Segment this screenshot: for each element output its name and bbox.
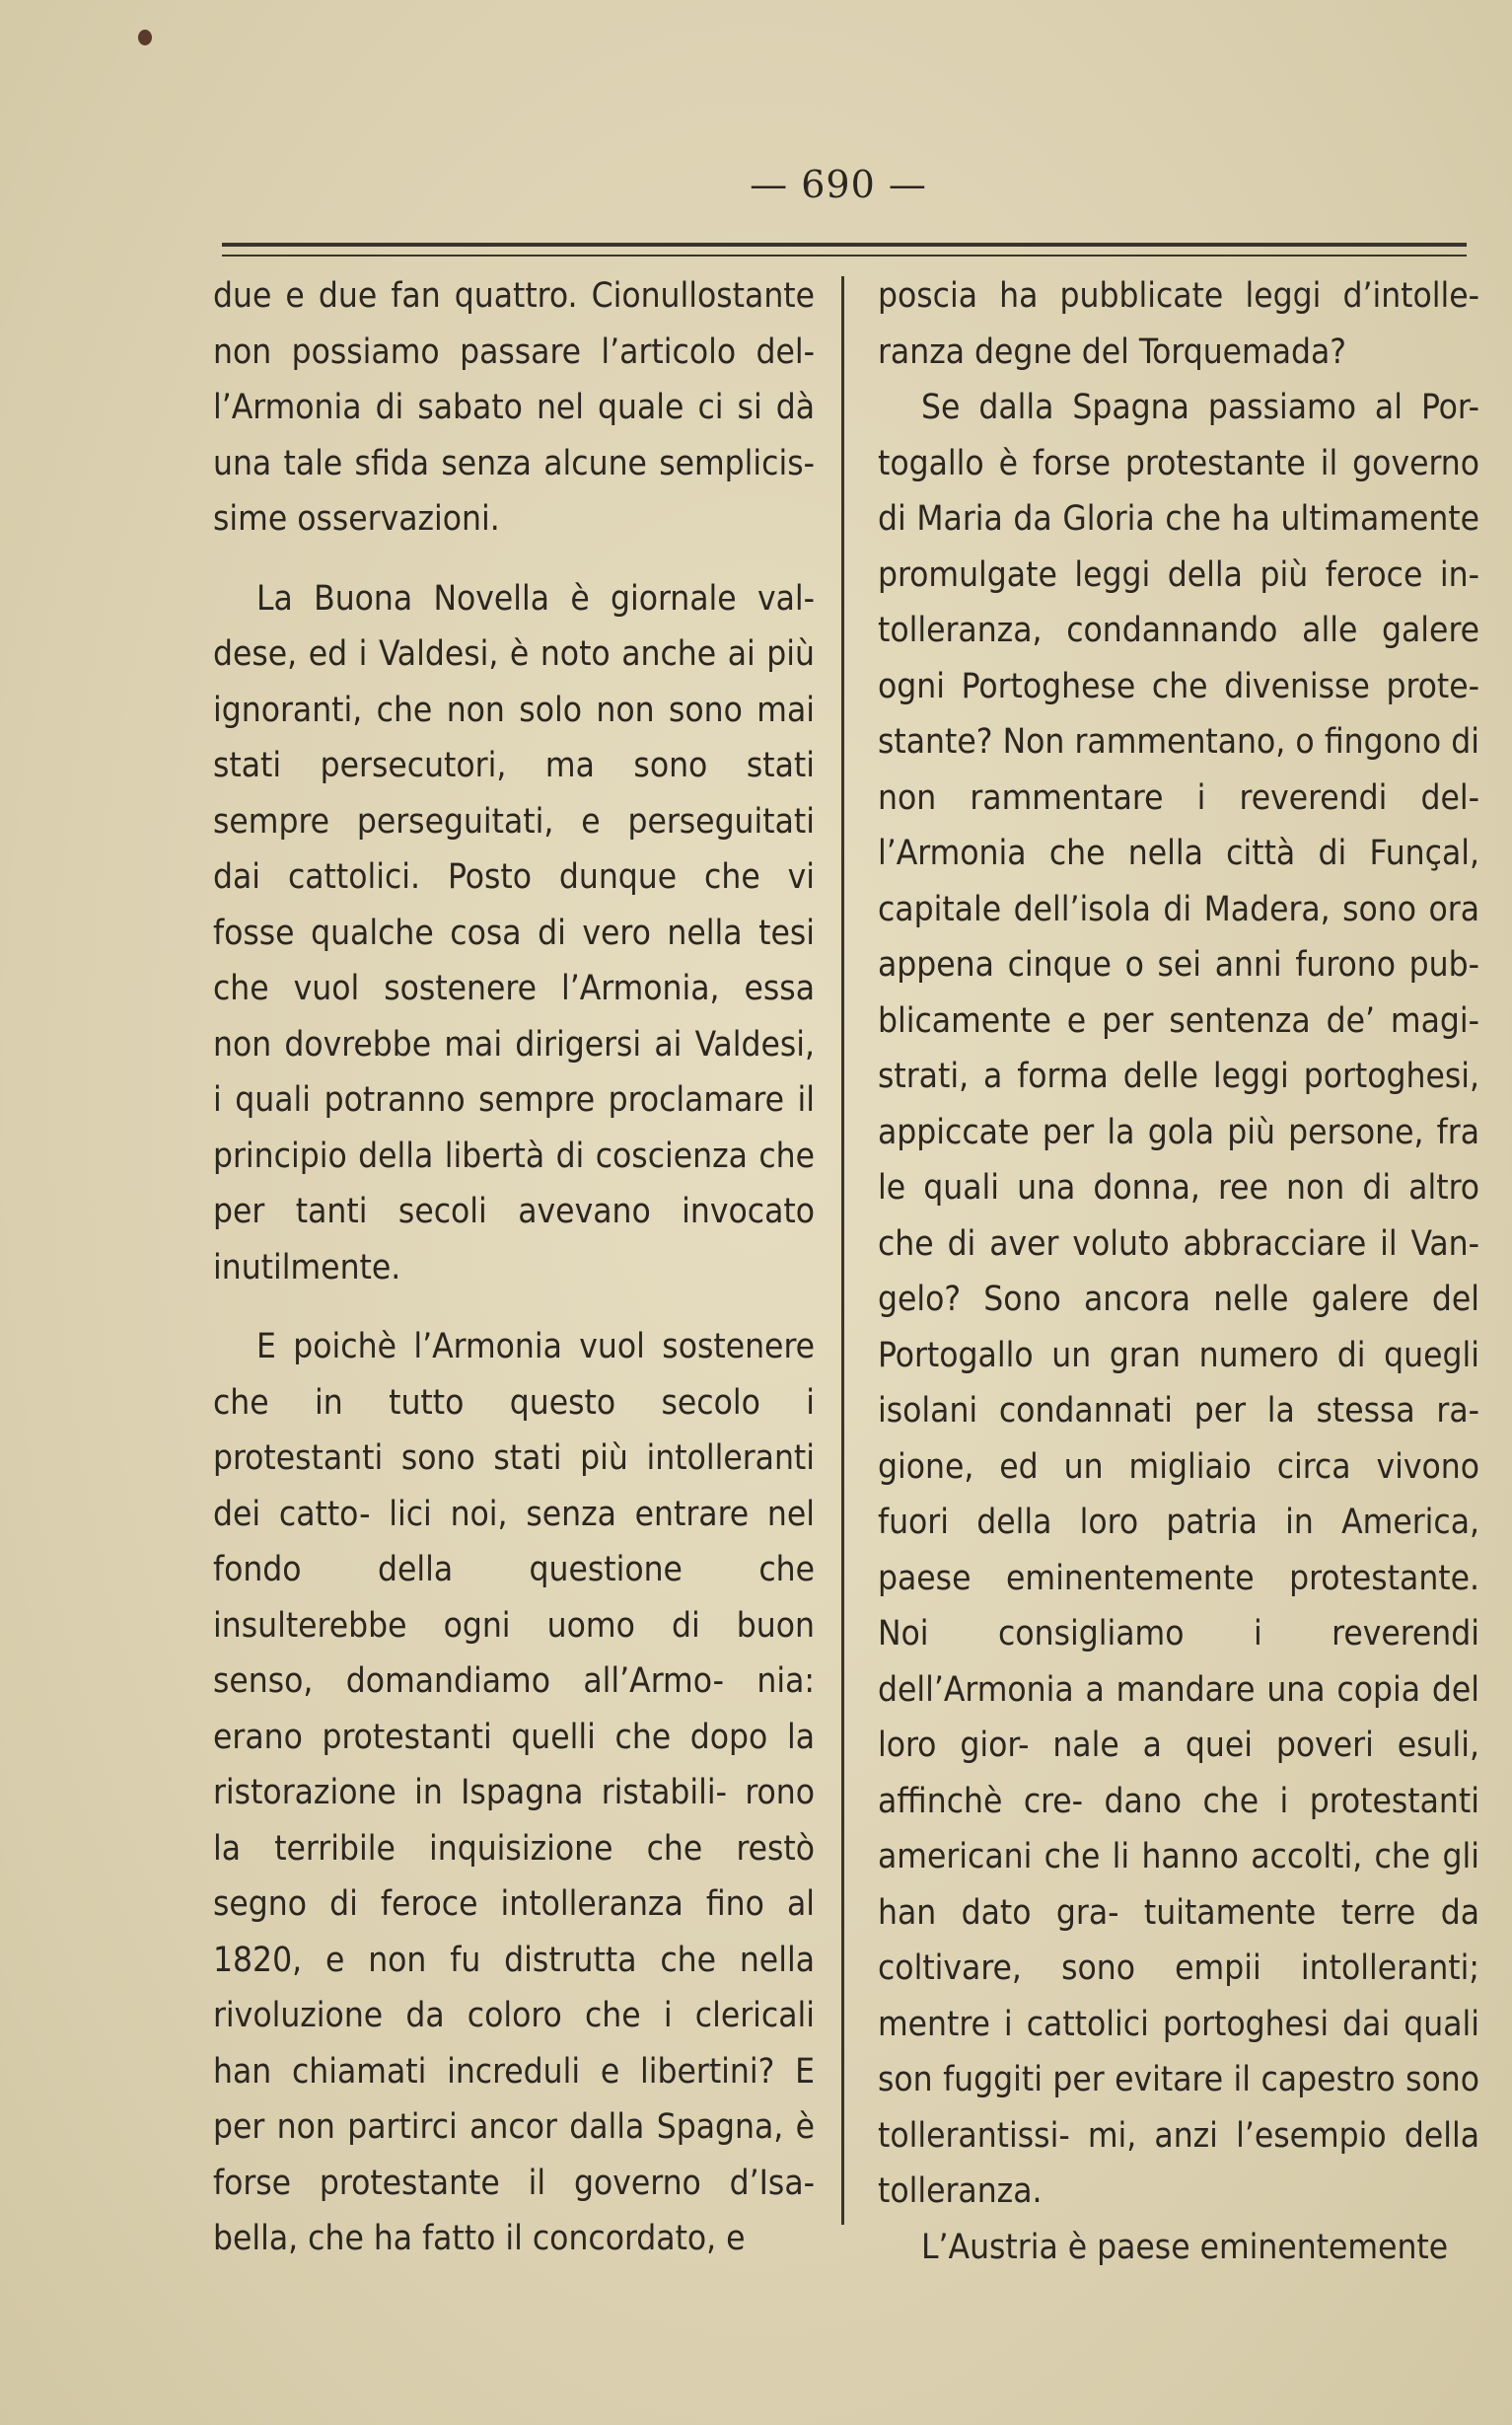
page-number: — 690 — xyxy=(750,163,927,206)
header-rule xyxy=(222,243,1467,257)
paragraph: La Buona Novella è giornale val- dese, ed i Valdesi, è noto anche ai più ignoranti, che non solo non sono mai stati persecutori, ma sono stati sempre perseguitati, e perseguitati dai cattolici. Posto dunque che vi fosse qualche cosa di vero nella tesi che vuol sostenere l’Armonia, essa non dovrebbe mai dirigersi ai Valdesi, i quali potranno sempre proclamare il principio della libertà di coscienza che per tanti secoli avevano invocato inutilmente. xyxy=(213,578,815,1287)
paragraph: due e due fan quattro. Cionullostante non possiamo passare l’articolo del- l’Armonia di sabato nel quale ci si dà una tale sfida senza alcune semplicis- sime osservazioni. xyxy=(213,276,815,539)
ink-stain xyxy=(138,30,152,45)
right-column xyxy=(878,268,1479,2275)
paragraph: poscia ha pubblicate leggi d’intolle- ranza degne del Torquemada? xyxy=(878,276,1479,372)
paragraph: E poichè l’Armonia vuol sostenere che in tutto questo secolo i protestanti sono stati più intolleranti dei catto- lici noi, senza entrare nel fondo della questione che insulterebbe ogni uomo di buon senso, domandiamo all’Armo- nia: erano protestanti quelli che dopo la ristorazione in Ispagna ristabili- rono la terribile inquisizione che restò segno di feroce intolleranza fino al 1820, e non fu distrutta che nella rivoluzione da coloro che i clericali han chiamati increduli e libertini? E per non partirci ancor dalla Spagna, è forse protestante il governo d’Isa- bella, che ha fatto il concordato, e xyxy=(213,1327,815,2258)
paragraph: Se dalla Spagna passiamo al Por- togallo è forse protestante il governo di Maria da Gloria che ha ultimamente promulgate leggi della più feroce in- tolleranza, condannando alle galere ogni Portoghese che divenisse prote- stante? Non rammentano, o fingono di non rammentare i reverendi del- l’Armonia che nella città di Funçal, capitale dell’isola di Madera, sono ora appena cinque o sei anni furono pub- blicamente e per sentenza de’ magi- strati, a forma delle leggi portoghesi, appiccate per la gola più persone, fra le quali una donna, ree non di altro che di aver voluto abbracciare il Van- gelo? Sono ancora nelle galere del Portogallo un gran numero di quegli isolani condannati per la stessa ra- gione, ed un migliaio circa vivono fuori della loro patria in America, paese eminentemente protestante. Noi consigliamo i reverendi dell’Armonia a mandare una copia del loro gior- nale a quei poveri esuli, affinchè cre- dano che i protestanti americani che li hanno accolti, che gli han dato gra- tuitamente terre da coltivare, sono empii intolleranti; mentre i cattolici portoghesi dai quali son fuggiti per evitare il capestro sono tollerantissi- mi, anzi l’esempio della tolleranza. xyxy=(878,388,1479,2211)
paragraph: L’Austria è paese eminentemente xyxy=(921,2227,1449,2267)
column-divider xyxy=(841,276,844,2225)
left-column xyxy=(213,268,815,2267)
